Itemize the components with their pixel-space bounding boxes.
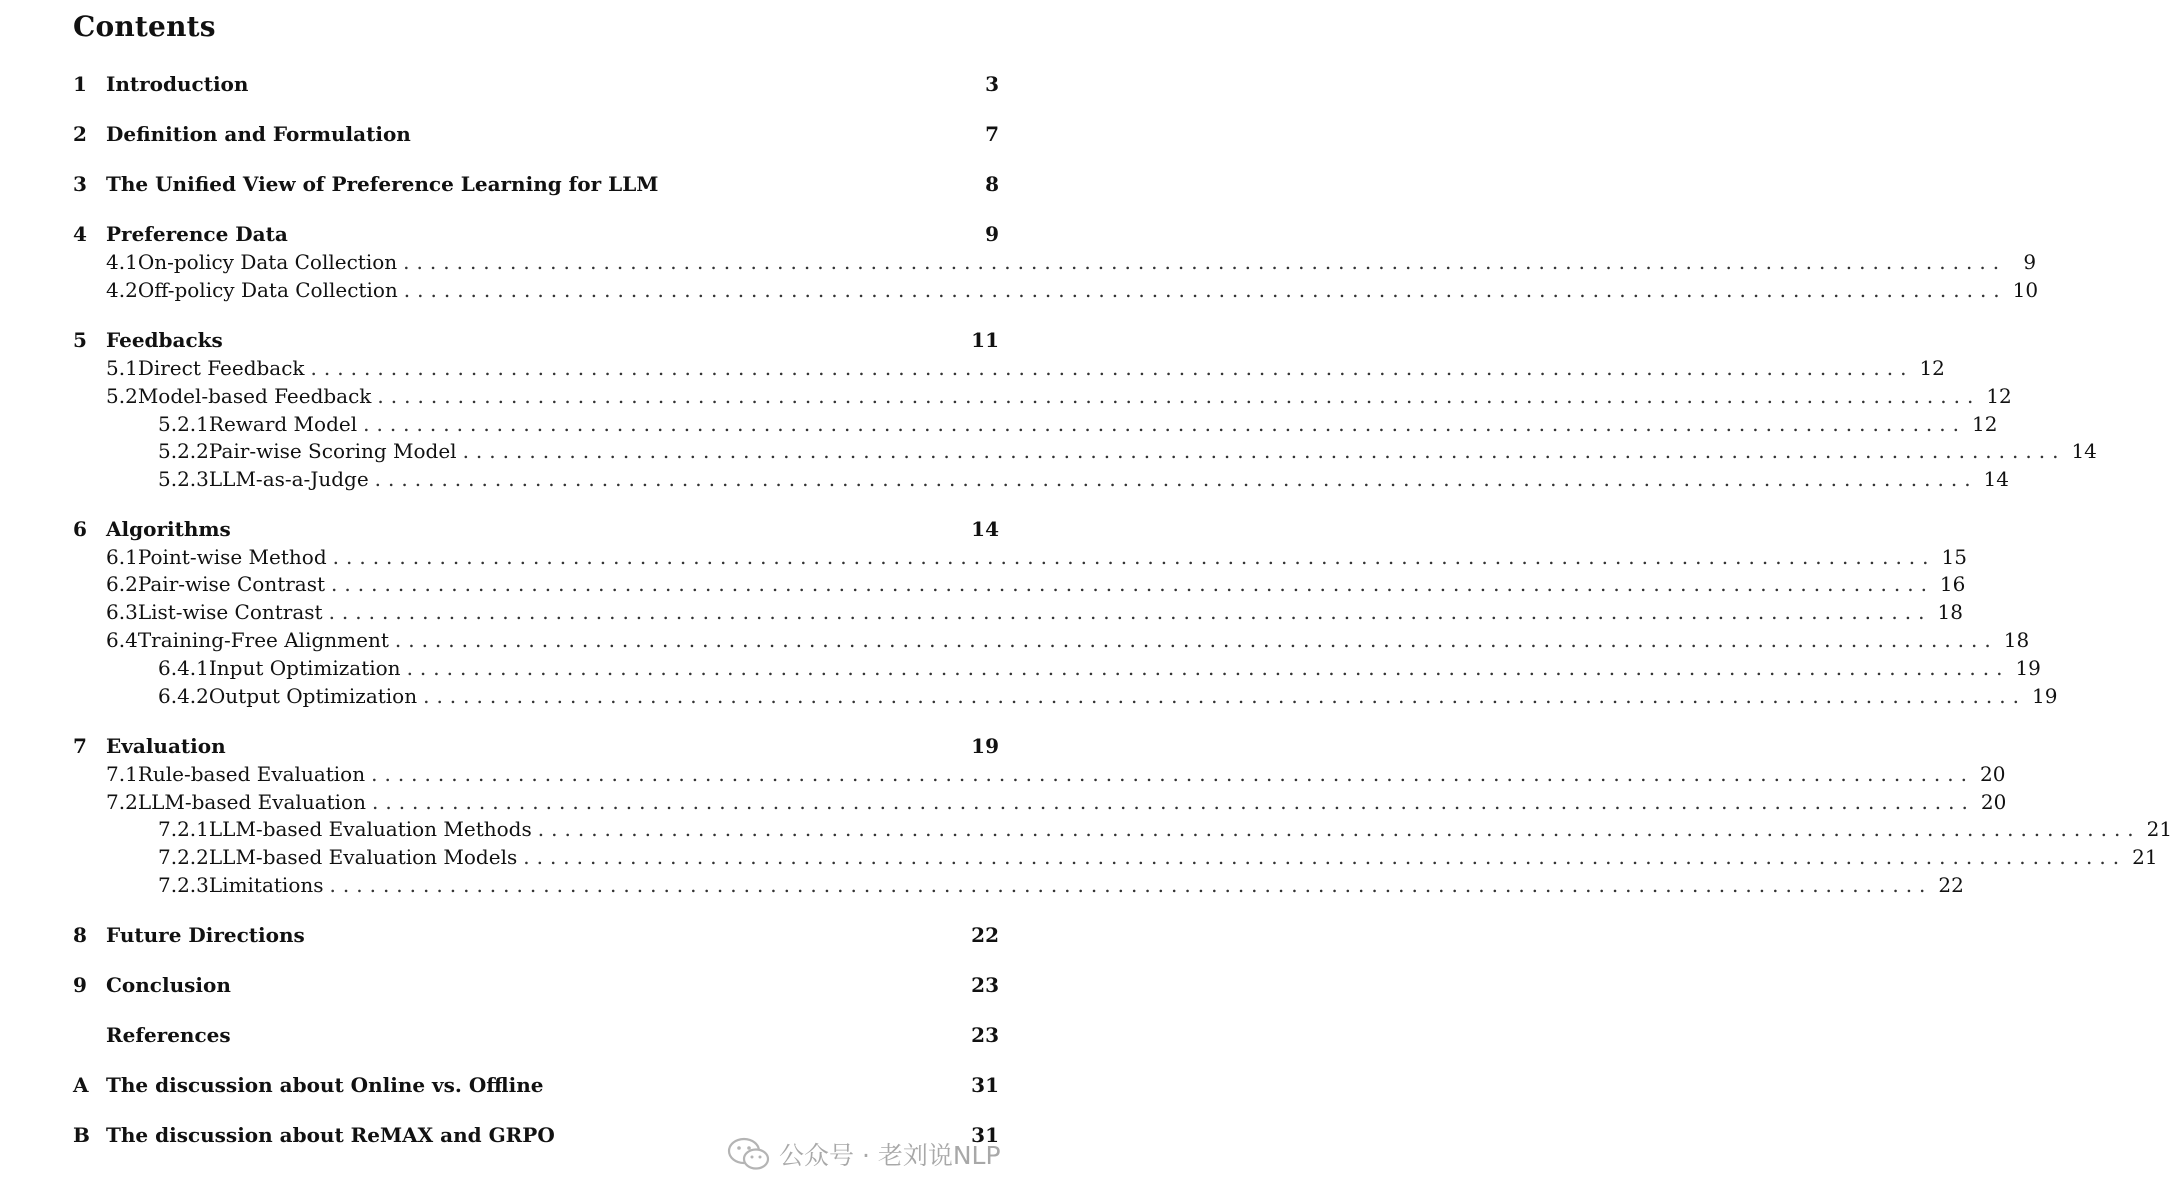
toc-entry-title: Output Optimization	[208, 684, 418, 708]
toc-entry[interactable]	[73, 326, 999, 354]
toc-entry-page: 9	[2023, 250, 2037, 274]
toc-entry[interactable]	[106, 248, 2037, 276]
toc-entry-page: 22	[971, 923, 999, 947]
toc-entry-number: A	[73, 1073, 89, 1097]
toc-entry-title: Direct Feedback	[137, 356, 305, 380]
toc-entry[interactable]	[106, 598, 1963, 626]
toc-entry-page: 11	[971, 328, 999, 352]
toc-entry-page: 12	[1986, 384, 2012, 408]
toc-dot-leader: ........................................................................................................................	[374, 467, 1978, 491]
toc-entry-number: 3	[73, 172, 87, 196]
toc-entry[interactable]	[106, 354, 1945, 382]
toc-entry[interactable]	[73, 732, 999, 760]
toc-dot-leader: ........................................................................................................................	[363, 412, 1966, 436]
toc-dot-leader: ........................................................................................................................	[537, 817, 2141, 841]
toc-entry[interactable]	[106, 382, 2012, 410]
toc-entry-number: 7.2	[106, 790, 138, 814]
toc-entry-title: Pair-wise Scoring Model	[208, 439, 457, 463]
toc-entry[interactable]	[73, 1071, 999, 1099]
toc-dot-leader: ........................................................................................................................	[331, 572, 1934, 596]
toc-entry[interactable]	[158, 654, 2041, 682]
toc-entry-title: On-policy Data Collection	[137, 250, 398, 274]
toc-entry[interactable]	[158, 871, 1964, 899]
toc-entry[interactable]	[158, 410, 1998, 438]
toc-entry-title: LLM-based Evaluation	[137, 790, 366, 814]
toc-dot-leader: ........................................................................................................................	[523, 845, 2127, 869]
toc-entry[interactable]	[158, 437, 2097, 465]
toc-entry-title: Limitations	[208, 873, 324, 897]
toc-entry-number: 7.2.1	[158, 817, 209, 841]
toc-entry-title: Model-based Feedback	[137, 384, 372, 408]
toc-entry[interactable]	[106, 276, 2039, 304]
toc-entry[interactable]	[106, 626, 2030, 654]
toc-entry-title: The discussion about Online vs. Offline	[106, 1073, 544, 1097]
toc-entry-number: 6.4.1	[158, 656, 209, 680]
toc-entry[interactable]	[106, 543, 1967, 571]
toc-dot-leader: ........................................................................................................................	[423, 684, 2026, 708]
toc-entry[interactable]	[106, 788, 2007, 816]
toc-entry-title: References	[106, 1023, 231, 1047]
toc-entry[interactable]	[73, 971, 999, 999]
toc-entry-title: The discussion about ReMAX and GRPO	[106, 1123, 555, 1147]
toc-entry-page: 21	[2132, 845, 2158, 869]
toc-entry-title: Feedbacks	[106, 328, 223, 352]
toc-entry-title: Reward Model	[208, 412, 358, 436]
toc-entry-page: 23	[971, 1023, 999, 1047]
toc-entry-number: 9	[73, 973, 87, 997]
toc-entry-title: Point-wise Method	[137, 545, 327, 569]
toc-entry-title: Rule-based Evaluation	[137, 762, 366, 786]
toc-entry-page: 12	[1919, 356, 1945, 380]
toc-entry-page: 20	[1980, 762, 2006, 786]
toc-entry-page: 19	[2015, 656, 2041, 680]
toc-entry-page: 12	[1972, 412, 1998, 436]
toc-entry-title: Future Directions	[106, 923, 305, 947]
toc-entry-page: 14	[1983, 467, 2009, 491]
toc-entry-number: B	[73, 1123, 90, 1147]
watermark-text: 公众号 · 老刘说NLP	[779, 1141, 1001, 1170]
toc-entry-page: 7	[985, 122, 999, 146]
toc-dot-leader: ........................................................................................................................	[406, 656, 2010, 680]
toc-dot-leader: ........................................................................................................................	[403, 278, 2007, 302]
toc-entry-page: 15	[1941, 545, 1967, 569]
toc-entry[interactable]	[158, 682, 2058, 710]
toc-entry-title: Algorithms	[106, 517, 231, 541]
toc-entry-title: Input Optimization	[208, 656, 401, 680]
toc-entry-title: LLM-based Evaluation Methods	[208, 817, 532, 841]
toc-entry[interactable]	[73, 921, 999, 949]
toc-entry-title: Preference Data	[106, 222, 288, 246]
toc-entry-number: 7	[73, 734, 87, 758]
toc-entry[interactable]	[158, 815, 2172, 843]
toc-entry-title: The Unified View of Preference Learning for LLM	[106, 172, 659, 196]
toc-entry-page: 10	[2012, 278, 2039, 302]
toc-entry-title: Conclusion	[106, 973, 231, 997]
toc-entry-number: 5	[73, 328, 87, 352]
toc-entry-number: 8	[73, 923, 87, 947]
toc-entry-page: 19	[971, 734, 999, 758]
toc-entry-page: 22	[1938, 873, 1964, 897]
toc-dot-leader: ........................................................................................................................	[462, 439, 2066, 463]
toc-entry-number: 1	[73, 72, 87, 96]
toc-dot-leader: ........................................................................................................................	[394, 628, 1998, 652]
toc-entry-number: 5.2	[106, 384, 138, 408]
wechat-icon	[727, 1137, 771, 1171]
toc-entry-page: 18	[2003, 628, 2030, 652]
toc-entry[interactable]	[73, 515, 999, 543]
toc-entry-page: 20	[1980, 790, 2007, 814]
toc-entry-number: 5.1	[106, 356, 138, 380]
toc-entry[interactable]	[73, 170, 999, 198]
toc-entry-page: 31	[971, 1073, 999, 1097]
toc-entry-page: 14	[971, 517, 999, 541]
toc-entry-title: Off-policy Data Collection	[137, 278, 398, 302]
toc-dot-leader: ........................................................................................................................	[371, 790, 1975, 814]
toc-entry[interactable]	[158, 843, 2158, 871]
toc-entry-number: 4.2	[106, 278, 138, 302]
toc-entry-number: 6	[73, 517, 87, 541]
toc-dot-leader: ........................................................................................................................	[310, 356, 1914, 380]
watermark	[727, 1136, 1001, 1172]
toc-entry-page: 21	[2146, 817, 2172, 841]
toc-dot-leader: ........................................................................................................................	[332, 545, 1936, 569]
toc-entry-number: 7.1	[106, 762, 138, 786]
toc-entry-number: 6.3	[106, 600, 138, 624]
toc-entry-title: Introduction	[106, 72, 249, 96]
toc-entry-title: Definition and Formulation	[106, 122, 411, 146]
toc-entry-number: 6.4.2	[158, 684, 209, 708]
toc-entry[interactable]	[106, 760, 2006, 788]
toc-dot-leader: ........................................................................................................................	[328, 600, 1932, 624]
toc-entry-page: 19	[2031, 684, 2058, 708]
toc-entry-number: 2	[73, 122, 87, 146]
toc-entry-page: 31	[971, 1123, 999, 1147]
toc-entry[interactable]	[73, 220, 999, 248]
toc-entry-number: 6.2	[106, 572, 138, 596]
toc-entry[interactable]	[73, 70, 999, 98]
toc-entry-page: 3	[985, 72, 999, 96]
toc-entry[interactable]	[73, 1021, 999, 1049]
toc-entry-number: 5.2.1	[158, 412, 209, 436]
toc-entry-page: 23	[971, 973, 999, 997]
toc-entry-number: 7.2.2	[158, 845, 209, 869]
toc-entry-number: 6.1	[106, 545, 138, 569]
toc-entry-title: LLM-based Evaluation Models	[208, 845, 518, 869]
toc-entry-number: 4	[73, 222, 87, 246]
toc-entry[interactable]	[106, 570, 1966, 598]
toc-entry-page: 16	[1939, 572, 1966, 596]
toc-dot-leader: ........................................................................................................................	[403, 250, 2007, 274]
toc-entry-title: Training-Free Alignment	[137, 628, 389, 652]
toc-dot-leader: ........................................................................................................................	[377, 384, 1981, 408]
toc-entry-title: List-wise Contrast	[137, 600, 323, 624]
toc-dot-leader: ........................................................................................................................	[371, 762, 1974, 786]
toc-entry-title: LLM-as-a-Judge	[208, 467, 369, 491]
toc-entry-page: 8	[985, 172, 999, 196]
toc-entry-number: 4.1	[106, 250, 138, 274]
toc-entry[interactable]	[158, 465, 2009, 493]
toc-entry-page: 9	[985, 222, 999, 246]
toc-entry-number: 6.4	[106, 628, 138, 652]
toc-entry-page: 14	[2071, 439, 2097, 463]
toc-title: Contents	[73, 10, 216, 43]
toc-entry-number: 7.2.3	[158, 873, 209, 897]
toc-entry-number: 5.2.3	[158, 467, 209, 491]
toc-entry[interactable]	[73, 120, 999, 148]
toc-entry-title: Pair-wise Contrast	[137, 572, 326, 596]
toc-entry-page: 18	[1937, 600, 1963, 624]
toc-entry-number: 5.2.2	[158, 439, 209, 463]
toc-entry-title: Evaluation	[106, 734, 226, 758]
toc-dot-leader: ........................................................................................................................	[329, 873, 1933, 897]
